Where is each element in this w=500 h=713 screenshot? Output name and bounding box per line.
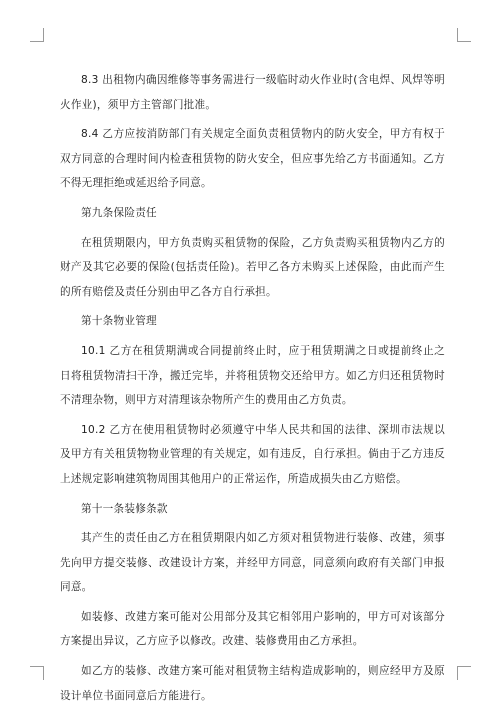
article-11-paragraph-1: 其产生的责任由乙方在租赁期限内如乙方须对租赁物进行装修、改建，须事先向甲方提交装修、改建设计方案，并经甲方同意，同意须向政府有关部门申报同意。 xyxy=(60,532,445,594)
article-10-heading: 第十条物业管理 xyxy=(81,315,157,328)
clause-8-3: 8.3 出租物内确因维修等事务需进行一级临时动火作业时(含电焊、风焊等明火作业)，须甲方主管部门批准。 xyxy=(60,74,445,111)
article-9-heading: 第九条保险责任 xyxy=(81,206,157,219)
crop-mark-top-left xyxy=(30,28,44,42)
crop-mark-top-right xyxy=(457,28,471,42)
clause-10-1: 10.1 乙方在租赁期满或合同提前终止时，应于租赁期满之日或提前终止之日将租赁物清扫干净，搬迁完毕，并将租赁物交还给甲方。如乙方归还租赁物时不清理杂物，则甲方对清理该杂物所产生的费用由乙方负责。 xyxy=(60,344,445,407)
article-11-heading: 第十一条装修条款 xyxy=(81,502,168,515)
article-11-paragraph-2: 如装修、改建方案可能对公用部分及其它相邻用户影响的，甲方可对该部分方案提出异议，乙方应予以修改。改建、装修费用由乙方承担。 xyxy=(60,610,445,648)
article-11-paragraph-3: 如乙方的装修、改建方案可能对租赁物主结构造成影响的，则应经甲方及原设计单位书面同意后方能进行。 xyxy=(60,665,445,702)
crop-mark-bottom-left xyxy=(30,666,44,680)
document-body xyxy=(60,68,445,713)
clause-10-2: 10.2 乙方在使用租赁物时必须遵守中华人民共和国的法律、深圳市法规以及甲方有关租赁物物业管理的有关规定，如有违反，自行承担。倘由于乙方违反上述规定影响建筑物周围其他用户的正常运作，所造成损失由乙方赔偿。 xyxy=(60,423,445,485)
crop-mark-bottom-right xyxy=(457,666,471,680)
article-9-paragraph: 在租赁期限内，甲方负责购买租赁物的保险，乙方负责购买租赁物内乙方的财产及其它必要的保险(包括责任险)。若甲乙各方未购买上述保险，由此而产生的所有赔偿及责任分别由甲乙各方自行承担。 xyxy=(60,236,445,298)
clause-8-4: 8.4 乙方应按消防部门有关规定全面负责租赁物内的防火安全，甲方有权于双方同意的合理时间内检查租赁物的防火安全，但应事先给乙方书面通知。乙方不得无理拒绝或延迟给予同意。 xyxy=(60,128,445,190)
